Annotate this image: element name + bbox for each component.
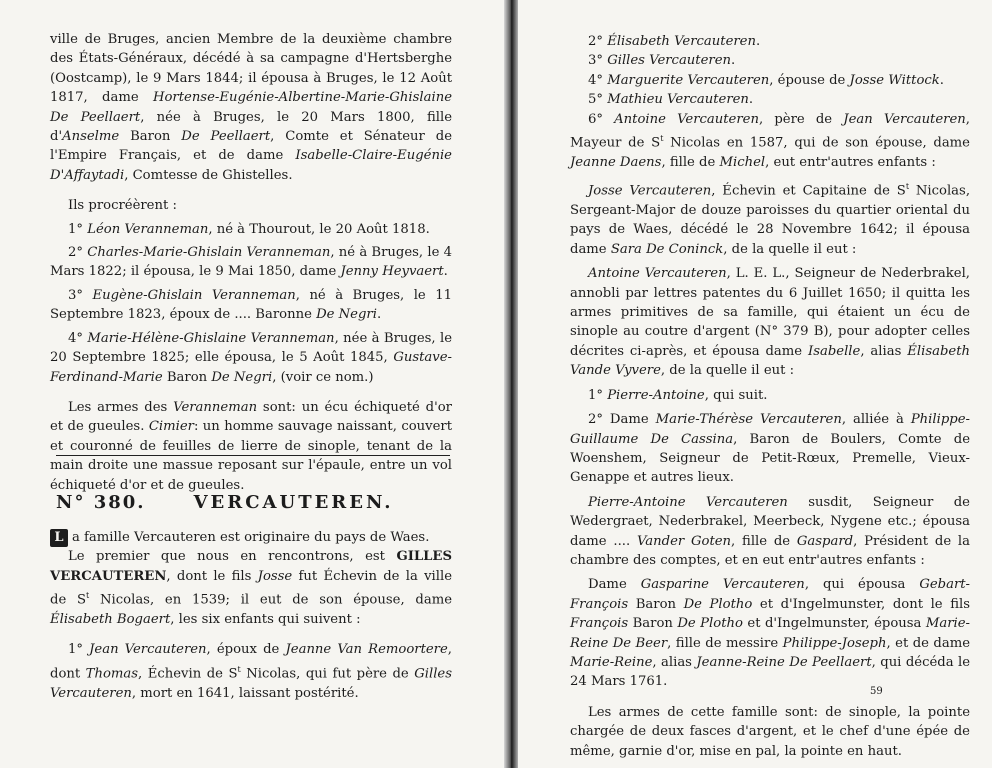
text-run: Dame: [588, 577, 641, 593]
text-run: , née à Bruges, le 20 Septembre 1825; elle épousa, le 5 Août 1845,: [50, 330, 453, 366]
family-origin: [50, 528, 452, 547]
text-run: 3°: [588, 53, 608, 69]
pierre-antoine-paragraph: [570, 493, 970, 571]
text-run: Les armes des: [68, 399, 174, 415]
italic-name: Gaspard: [796, 533, 854, 549]
text-run: Nicolas, en 1539; il eut de son épouse, dame: [89, 592, 453, 608]
text-run: susdit, Seigneur de Wedergraet, Nederbrakel, Meerbeck, Nygene etc.; épousa dame ....: [570, 494, 970, 549]
italic-name: Marie-Hélène-Ghislaine Veranneman: [87, 330, 335, 346]
italic-name: Marie-Reine De Beer: [570, 616, 970, 651]
italic-name: De Peellaert: [181, 129, 271, 145]
child-item: [50, 243, 452, 282]
italic-name: Eugène-Ghislain Veranneman: [92, 287, 296, 303]
italic-name: Pierre-Antoine Vercauteren: [588, 494, 788, 510]
text-run: , Comtesse de Ghistelles.: [124, 167, 293, 183]
dropcap-ornament: L: [50, 529, 68, 547]
text-run: , dont: [50, 642, 452, 682]
text-run: et d'Ingelmunster, dont le fils: [752, 596, 970, 612]
italic-name: Isabelle-Claire-Eugénie D'Affaytadi: [50, 148, 452, 183]
text-run: 2° Dame: [588, 412, 656, 428]
italic-name: Thomas: [85, 666, 139, 682]
italic-name: Antoine Vercauteren: [588, 266, 727, 282]
text-run: Le premier que nous en rencontrons, est: [68, 549, 397, 565]
text-run: Baron: [119, 129, 182, 145]
text-run: 2°: [588, 34, 608, 49]
italic-name: Gilles Vercauteren: [50, 666, 452, 701]
right-page: [518, 0, 992, 768]
italic-name: Jenny Heyvaert: [340, 264, 444, 280]
text-run: , né à Bruges, le 4 Mars 1822; il épousa, le 9 Mai 1850, dame: [50, 245, 453, 280]
right-text-block: [570, 32, 970, 761]
italic-name: Vander Goten: [636, 533, 732, 549]
child-item: [570, 410, 970, 488]
child-item: [570, 32, 970, 51]
text-run: , alias: [652, 654, 697, 670]
italic-name: Antoine Vercauteren: [614, 111, 759, 127]
text-run: sont: un écu échiqueté d'or et de gueules.: [50, 399, 452, 435]
text-run: , L. E. L., Seigneur de Nederbrakel, annobli par lettres patentes du 6 Juillet 1650; il quitta les armes primitives de sa famille, qui étaient un écu de sinople au coutre d'argent (N° 379 B), pour adopter celles décrites ci-après, et épousa dame: [570, 266, 970, 359]
italic-name: Gebart-François: [570, 577, 971, 612]
text-run: Nicolas, qui fut père de: [240, 666, 415, 682]
text-run: .: [755, 34, 761, 49]
italic-name: Marie-Thérèse Vercauteren: [655, 412, 842, 428]
bold-name: GILLES VERCAUTEREN: [50, 549, 452, 584]
text-run: , né à Bruges, le 11 Septembre 1823, époux de .... Baronne: [50, 287, 452, 323]
left-text-block: [50, 30, 452, 495]
italic-name: Élisabeth Bogaert: [50, 612, 171, 628]
text-run: .: [376, 307, 382, 323]
text-run: .: [731, 53, 736, 69]
italic-name: Cimier: [148, 419, 194, 435]
arms-paragraph: [50, 398, 452, 495]
italic-name: Jean Vercauteren: [843, 111, 966, 127]
italic-name: De Negri: [211, 369, 273, 385]
italic-name: Gustave-Ferdinand-Marie: [50, 350, 452, 385]
josse-paragraph: [570, 177, 970, 259]
text-run: , mort en 1641, laissant postérité.: [131, 685, 359, 701]
child-item: [50, 329, 452, 387]
text-run: fut Échevin de la ville de S: [50, 568, 452, 608]
text-run: , Échevin et Capitaine de S: [711, 183, 906, 199]
italic-name: Veranneman: [173, 399, 258, 415]
text-run: 1°: [68, 221, 88, 237]
italic-name: Pierre-Antoine: [607, 387, 705, 403]
text-run: , eut entr'autres enfants :: [765, 154, 936, 170]
text-run: , Président de la chambre des comptes, et en eut entr'autres enfants :: [570, 533, 970, 568]
italic-name: Jean Vercauteren: [89, 642, 207, 658]
text-run: , fille de: [661, 154, 720, 170]
child-item: [570, 71, 970, 90]
vercauteren-text-block: [50, 528, 452, 703]
text-run: , alias: [860, 343, 908, 359]
text-run: , née à Bruges, le 20 Mars 1800, fille d': [50, 109, 452, 145]
italic-name: Anselme: [62, 129, 120, 145]
text-run: 2°: [68, 245, 88, 261]
italic-name: Jeanne-Reine De Peellaert: [696, 654, 872, 670]
italic-name: De Plotho: [677, 616, 743, 632]
text-run: , dont le fils: [166, 568, 258, 584]
italic-name: Mathieu Vercauteren: [607, 92, 749, 108]
text-run: 4°: [588, 72, 608, 88]
text-run: , alliée à: [841, 412, 911, 428]
text-run: , épouse de: [769, 72, 850, 88]
text-run: 1°: [588, 387, 608, 403]
text-run: , (voir ce nom.): [272, 369, 374, 385]
italic-name: Marie-Reine: [570, 654, 653, 670]
italic-name: Josse Vercauteren: [588, 183, 712, 199]
text-run: t: [905, 182, 910, 192]
procreated-line: Ils procréèrent :: [68, 198, 177, 214]
italic-name: Michel: [719, 154, 766, 170]
text-run: Baron: [628, 596, 684, 612]
text-run: , Échevin de S: [138, 666, 238, 682]
text-run: , fille de: [731, 533, 797, 549]
text-run: 3°: [68, 287, 93, 303]
italic-name: De Negri: [316, 307, 377, 323]
text-run: Baron: [628, 616, 678, 632]
child-item: [570, 110, 970, 173]
italic-name: Jeanne Daens: [570, 154, 662, 170]
text-run: t: [237, 664, 241, 674]
text-run: , né à Thourout, le 20 Août 1818.: [208, 221, 430, 237]
italic-name: Isabelle: [808, 343, 861, 359]
italic-name: Léon Veranneman: [87, 221, 209, 237]
italic-name: Sara De Coninck: [610, 241, 724, 257]
text-run: , et de dame: [886, 635, 971, 651]
text-run: , époux de: [206, 642, 286, 658]
text-run: , Mayeur de S: [570, 111, 970, 151]
text-run: , qui décéda le 24 Mars 1761.: [570, 654, 970, 690]
italic-name: Hortense-Eugénie-Albertine-Marie-Ghislaine De Peellaert: [50, 90, 452, 125]
gasparine-paragraph: [570, 575, 970, 691]
italic-name: Philippe-Joseph: [782, 635, 887, 651]
child-item: [50, 640, 452, 703]
italic-name: Marguerite Vercauteren: [607, 72, 770, 88]
text-run: , de la quelle il eut :: [660, 363, 795, 379]
text-run: , qui épousa: [804, 577, 920, 593]
italic-name: Charles-Marie-Ghislain Veranneman: [87, 245, 331, 261]
first-ancestor-paragraph: [50, 547, 452, 629]
text-run: 5°: [588, 92, 608, 108]
text-run: , Comte et Sénateur de l'Empire Français, et de dame: [50, 129, 452, 164]
child-item: [570, 90, 970, 109]
child-item: [50, 286, 452, 325]
italic-name: De Plotho: [683, 596, 753, 612]
page-number: 59: [870, 686, 883, 697]
text-run: .: [748, 92, 754, 108]
text-run: , de la quelle il eut :: [723, 241, 857, 257]
text-run: Les armes de cette famille sont: de sinople, la pointe chargée de deux fasces d'argent, et le chef d'une épée de même, garnie d'or, mise en pal, la pointe en haut.: [570, 704, 970, 759]
section-heading: [56, 492, 394, 513]
text-run: 1°: [68, 642, 90, 658]
text-run: 6°: [588, 111, 615, 127]
text-run: t: [86, 591, 90, 601]
italic-name: François: [570, 616, 629, 632]
intro-paragraph: [50, 30, 452, 185]
text-run: .: [939, 72, 944, 88]
italic-name: Josse Wittock: [849, 72, 940, 88]
heading-title: VERCAUTEREN.: [193, 492, 394, 513]
text-run: Baron: [162, 369, 212, 385]
text-run: , fille de messire: [667, 635, 783, 651]
italic-name: Jeanne Van Remoortere: [285, 642, 448, 658]
child-item: [570, 386, 970, 405]
text-run: Nicolas en 1587, qui de son épouse, dame: [663, 135, 970, 151]
heading-number: N° 380.: [56, 492, 146, 513]
child-item: [570, 51, 970, 70]
text-run: a famille Vercauteren est originaire du pays de Waes.: [72, 530, 430, 545]
italic-name: Élisabeth Vercauteren: [607, 34, 756, 49]
antoine-paragraph: [570, 264, 970, 380]
text-run: t: [660, 134, 664, 144]
text-run: 4°: [68, 330, 88, 346]
family-origin-text: [72, 530, 429, 545]
child-item: [50, 220, 452, 239]
text-run: , père de: [758, 111, 844, 127]
italic-name: Philippe-Guillaume De Cassina: [570, 412, 970, 447]
text-run: , les six enfants qui suivent :: [170, 612, 361, 628]
italic-name: Gilles Vercauteren: [607, 53, 732, 69]
italic-name: Josse: [257, 568, 293, 584]
text-run: Nicolas, Sergeant-Major de douze paroisses du quartier oriental du pays de Waes, décédé le 28 Novembre 1642; il épousa dame: [570, 183, 971, 257]
text-run: , qui suit.: [704, 387, 768, 403]
text-run: .: [443, 264, 448, 280]
arms-paragraph: [570, 703, 970, 761]
italic-name: Gasparine Vercauteren: [640, 577, 805, 593]
section-divider: [56, 455, 450, 456]
text-run: , Baron de Boulers, Comte de Woenshem, Seigneur de Petit-Rœux, Premelle, Vieux-Genappe et autres lieux.: [570, 431, 970, 486]
book-gutter: [504, 0, 518, 768]
text-run: et d'Ingelmunster, épousa: [742, 616, 926, 632]
text-run: : un homme sauvage naissant, couvert et couronné de feuilles de lierre de sinople, tenant de la main droite une massue reposant sur l'épaule, entre un vol échiqueté d'or et de gueules.: [50, 419, 453, 493]
text-run: ville de Bruges, ancien Membre de la deuxième chambre des États-Généraux, décédé à sa campagne d'Hertsberghe (Oostcamp), le 9 Mars 1844; il épousa à Bruges, le 12 Août 1817, dame: [50, 32, 452, 106]
italic-name: Élisabeth Vande Vyvere: [570, 343, 970, 379]
